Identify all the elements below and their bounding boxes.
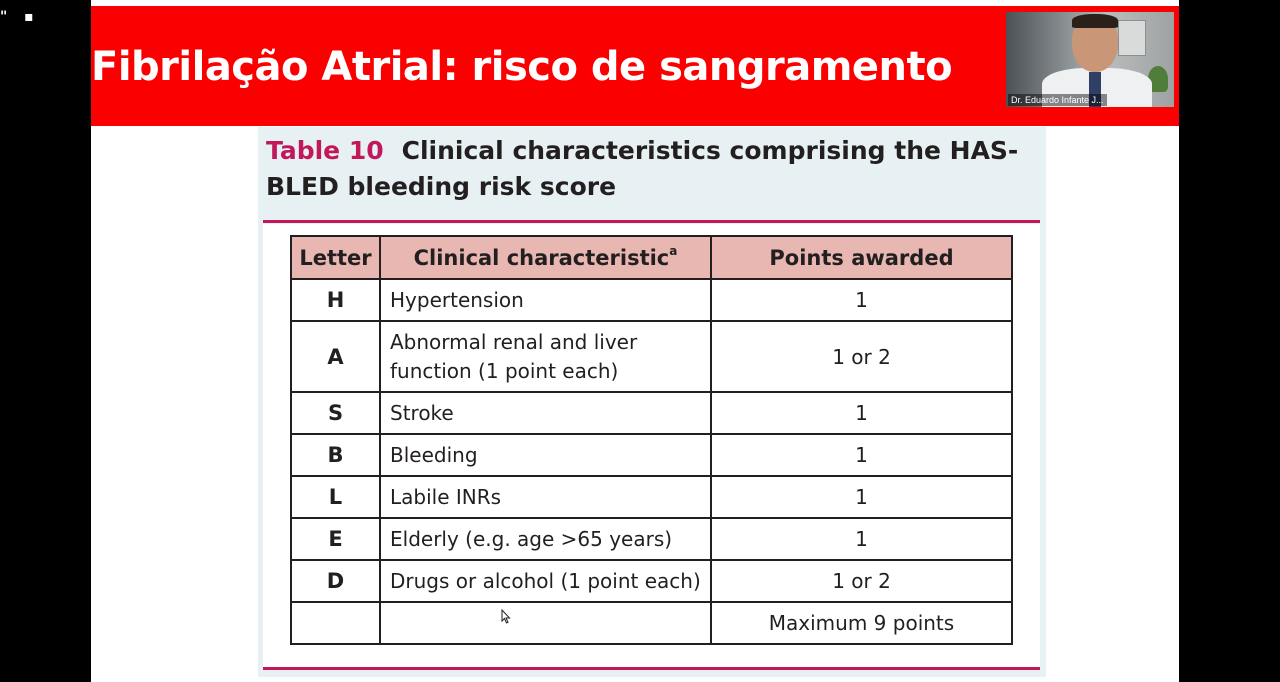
participant-name-label: Dr. Eduardo Infante J... [1008, 94, 1107, 106]
row-letter: S [291, 392, 380, 434]
table-row [291, 560, 1012, 602]
table-caption-number: Table 10 [266, 136, 384, 165]
row-letter [291, 602, 380, 644]
row-characteristic: Labile INRs [380, 476, 711, 518]
participant-video-thumbnail[interactable] [1006, 12, 1174, 107]
header-characteristic [380, 236, 711, 279]
table-header-row [291, 236, 1012, 279]
table-row [291, 518, 1012, 560]
figure-bottom-rule [263, 667, 1040, 670]
row-characteristic: Hypertension [380, 279, 711, 321]
row-points: 1 or 2 [711, 321, 1012, 392]
table-row [291, 279, 1012, 321]
row-letter: L [291, 476, 380, 518]
row-points: 1 or 2 [711, 560, 1012, 602]
row-points: 1 [711, 476, 1012, 518]
row-points: 1 [711, 518, 1012, 560]
row-letter: D [291, 560, 380, 602]
has-bled-table [290, 235, 1013, 645]
row-characteristic: Stroke [380, 392, 711, 434]
header-points: Points awarded [711, 236, 1012, 279]
row-points: 1 [711, 392, 1012, 434]
caption-divider [263, 220, 1040, 223]
row-letter: H [291, 279, 380, 321]
row-letter: A [291, 321, 380, 392]
row-points: 1 [711, 279, 1012, 321]
header-footnote-marker: a [669, 243, 678, 258]
window-corner-indicator: " ▪ [0, 9, 40, 25]
table-row [291, 321, 1012, 392]
header-letter: Letter [291, 236, 380, 279]
row-letter: B [291, 434, 380, 476]
row-points: 1 [711, 434, 1012, 476]
row-characteristic [380, 602, 711, 644]
row-letter: E [291, 518, 380, 560]
mouse-pointer-icon [501, 609, 511, 624]
row-characteristic: Drugs or alcohol (1 point each) [380, 560, 711, 602]
slide-title: Fibrilação Atrial: risco de sangramento [91, 44, 953, 90]
table-row [291, 392, 1012, 434]
row-characteristic: Elderly (e.g. age >65 years) [380, 518, 711, 560]
presentation-slide [91, 0, 1179, 682]
table-figure [258, 127, 1046, 677]
row-points-total: Maximum 9 points [711, 602, 1012, 644]
row-characteristic: Bleeding [380, 434, 711, 476]
participant-hair [1072, 14, 1118, 28]
table-caption [266, 133, 1036, 205]
table-row [291, 476, 1012, 518]
header-characteristic-label: Clinical characteristic [413, 245, 670, 270]
table-area [263, 224, 1040, 668]
table-row [291, 434, 1012, 476]
row-characteristic: Abnormal renal and liver function (1 point each) [380, 321, 711, 392]
table-row-total [291, 602, 1012, 644]
table-caption-text: Clinical characteristics comprising the HAS-BLED bleeding risk score [266, 136, 1019, 201]
